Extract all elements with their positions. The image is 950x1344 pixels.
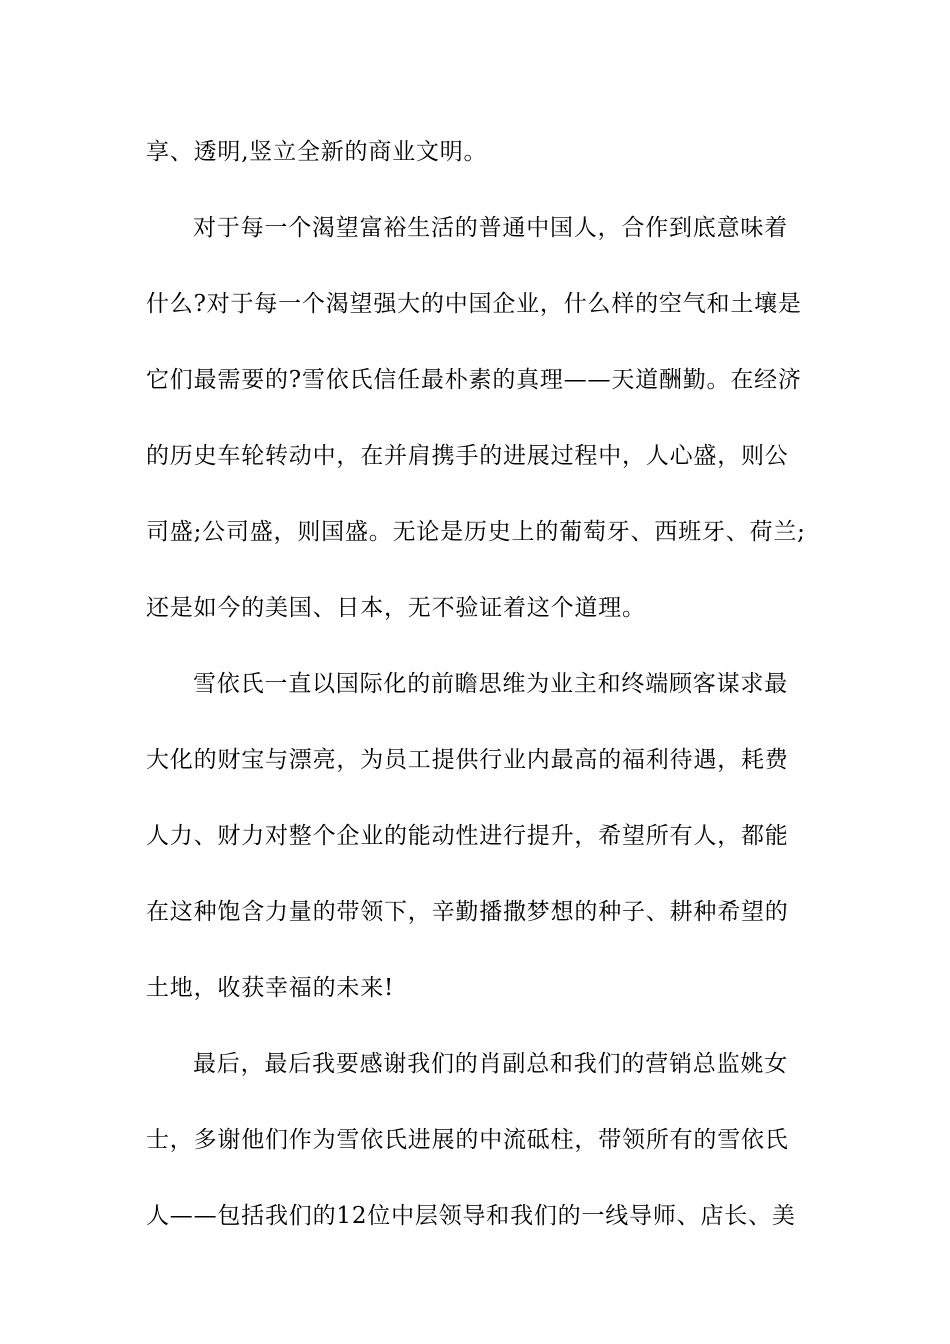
paragraph-start-line: 最后，最后我要感谢我们的肖副总和我们的营销总监姚女 (193, 1051, 788, 1077)
text-line: 还是如今的美国、日本，无不验证着这个道理。 (146, 595, 646, 621)
text-line: 土地，收获幸福的未来! (146, 975, 395, 1001)
text-line: 在这种饱含力量的带领下，辛勤播撒梦想的种子、耕种希望的 (146, 899, 789, 925)
text-line: 它们最需要的?雪依氏信任最朴素的真理——天道酬勤。在经济 (146, 367, 802, 393)
text-line: 士，多谢他们作为雪依氏进展的中流砥柱，带领所有的雪依氏 (146, 1127, 789, 1153)
text-line: 司盛;公司盛，则国盛。无论是历史上的葡萄牙、西班牙、荷兰; (146, 519, 806, 545)
text-line: 大化的财宝与漂亮，为员工提供行业内最高的福利待遇，耗费 (146, 747, 789, 773)
text-line: 享、透明,竖立全新的商业文明。 (146, 139, 488, 165)
text-line: 人力、财力对整个企业的能动性进行提升，希望所有人，都能 (146, 823, 789, 849)
text-line: 的历史车轮转动中，在并肩携手的进展过程中，人心盛，则公 (146, 443, 789, 469)
body-text (146, 128, 816, 1268)
paragraph-start-line: 雪依氏一直以国际化的前瞻思维为业主和终端顾客谋求最 (193, 671, 788, 697)
text-line: 什么?对于每一个渴望强大的中国企业，什么样的空气和土壤是 (146, 291, 802, 317)
paragraph-start-line: 对于每一个渴望富裕生活的普通中国人，合作到底意味着 (193, 215, 788, 241)
text-line: 人——包括我们的12位中层领导和我们的一线导师、店长、美 (146, 1203, 796, 1229)
